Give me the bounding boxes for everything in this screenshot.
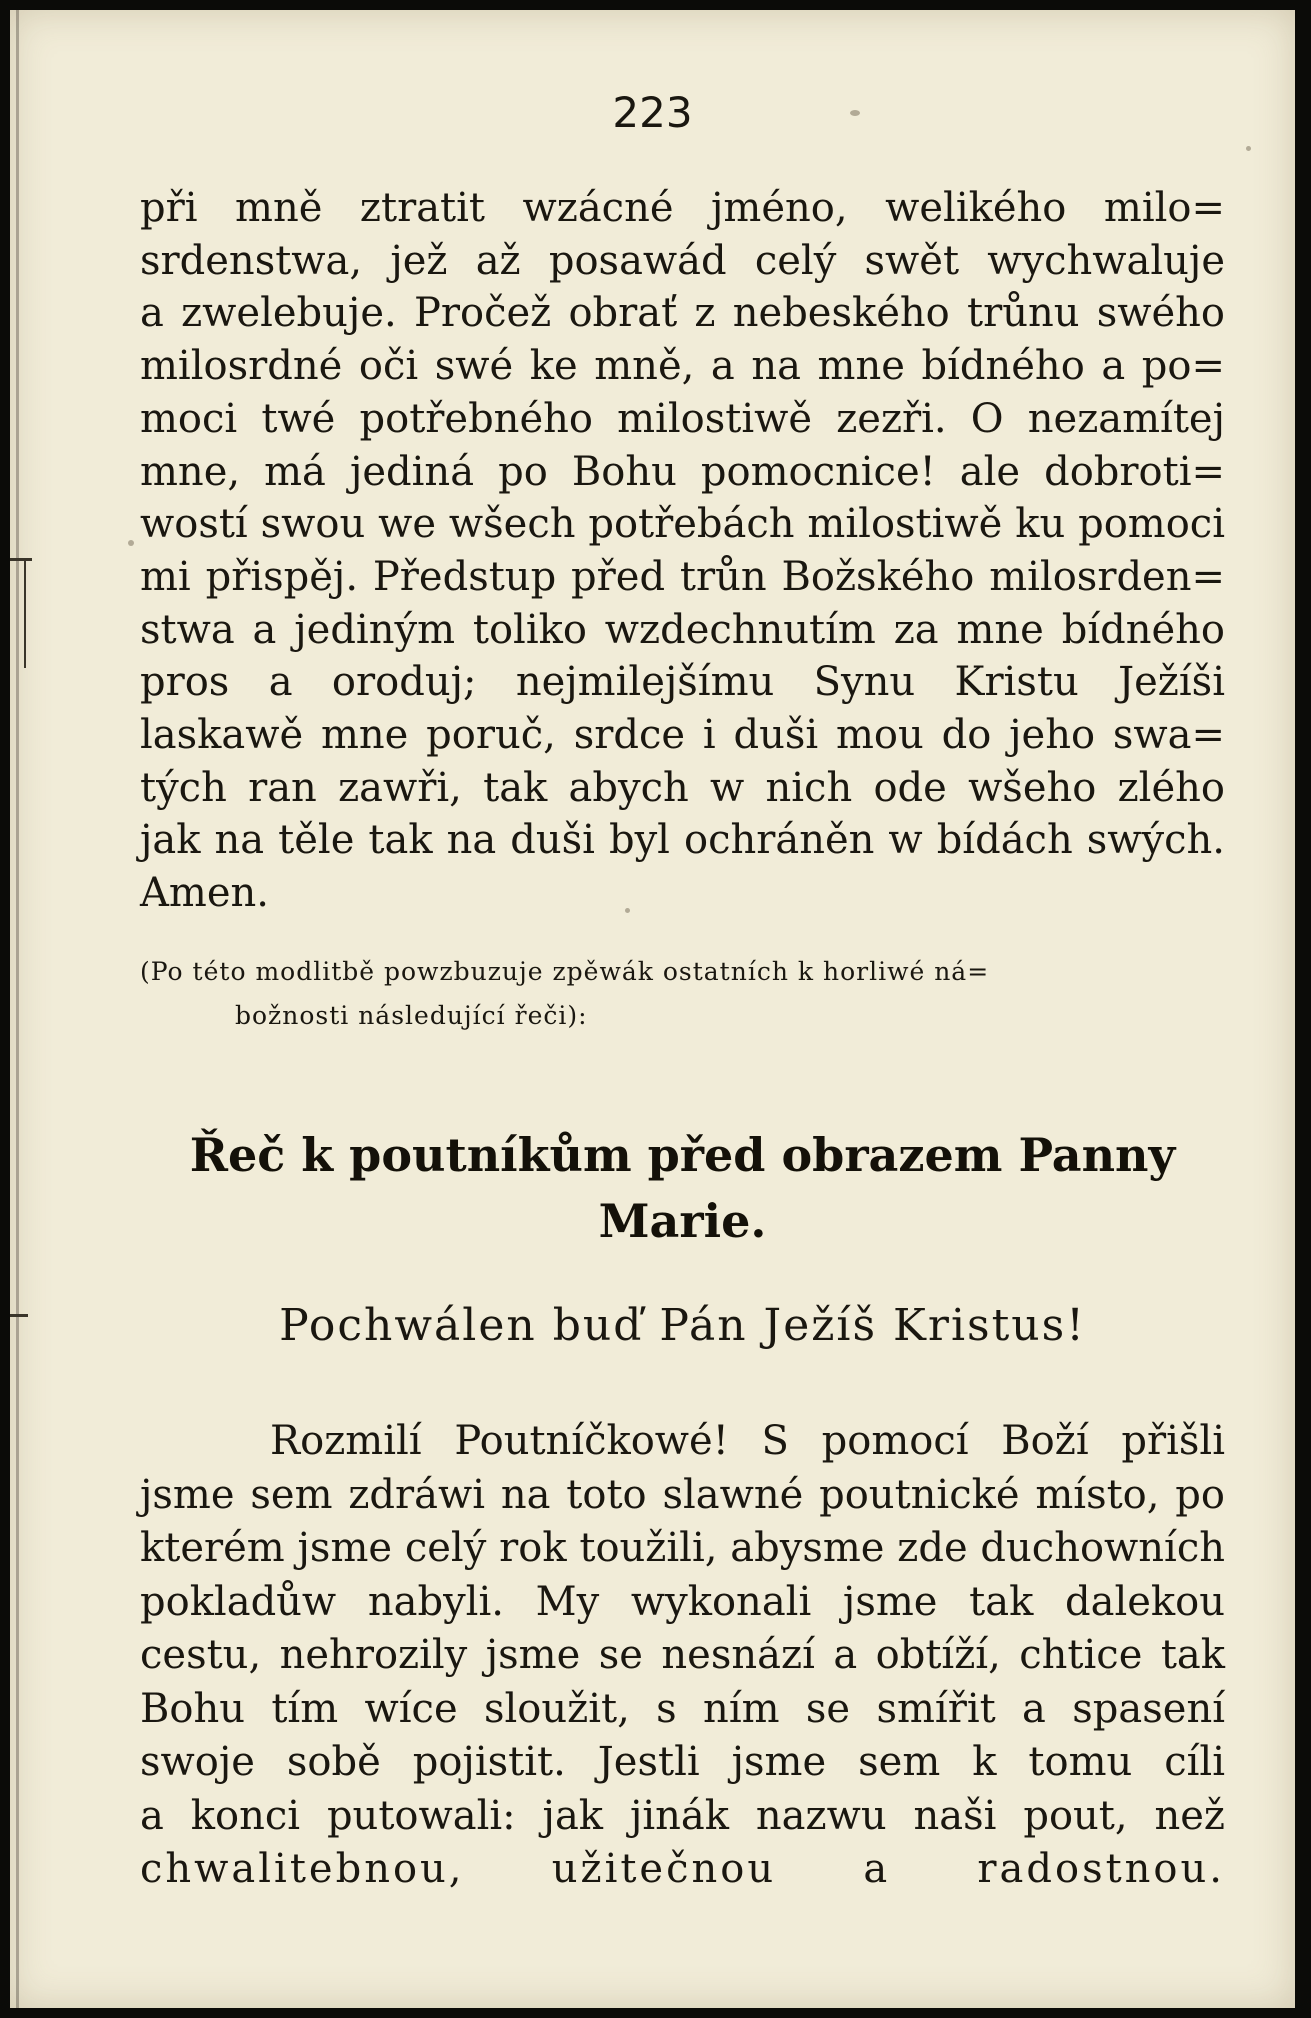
- text-line: cestu, nehrozily jsme se nesnází a obtíží, chtice tak: [140, 1632, 1225, 1678]
- text-line: božnosti následující řeči):: [235, 1001, 588, 1030]
- text-line: tých ran zawři, tak abych w nich ode wšeho zlého: [140, 764, 1225, 811]
- text-line: Bohu tím wíce sloužit, s ním se smířit a spasení: [140, 1685, 1225, 1732]
- margin-tick: [10, 558, 32, 561]
- text-line: při mně ztratit wzácné jméno, welikého milo=: [140, 185, 1225, 231]
- prayer-paragraph: [140, 182, 1225, 920]
- page-number: 223: [612, 88, 693, 137]
- text-line: Amen.: [140, 870, 269, 917]
- text-line: pokladůw nabyli. My wykonali jsme tak dalekou: [140, 1578, 1225, 1625]
- margin-rule: [16, 10, 19, 2008]
- heading-line: Řeč k poutníkům před obrazem Panny: [189, 1128, 1176, 1182]
- heading-line: Marie.: [598, 1194, 767, 1248]
- text-line: Rozmilí Poutníčkowé! S pomocí Boží přišli: [270, 1418, 1225, 1464]
- greeting-line: Pochwálen buď Pán Ježíš Kristus!: [279, 1300, 1086, 1351]
- text-line: moci twé potřebného milostiwě zezři. O nezamítej: [140, 395, 1225, 442]
- text-line: milosrdné oči swé ke mně, a na mne bídného a po=: [140, 343, 1225, 390]
- address-paragraph: [140, 1415, 1225, 1897]
- text-line: a zwelebuje. Pročež obrať z nebeského trůnu swého: [140, 290, 1225, 337]
- text-line: mne, má jediná po Bohu pomocnice! ale dobroti=: [140, 448, 1225, 495]
- book-page: [10, 10, 1295, 2008]
- text-line: srdenstwa, jež až posawád celý swět wychwaluje: [140, 237, 1225, 284]
- margin-tick: [10, 1314, 28, 1317]
- ink-spot: [1246, 146, 1251, 151]
- text-line: pros a oroduj; nejmilejšímu Synu Kristu Ježíši: [140, 659, 1225, 706]
- text-line: chwalitebnou, užitečnou a radostnou.: [140, 1846, 1225, 1892]
- text-line: stwa a jediným toliko wzdechnutím za mne bídného: [140, 606, 1225, 653]
- section-heading: [140, 1122, 1225, 1254]
- text-line: wostí swou we wšech potřebách milostiwě ku pomoci: [140, 501, 1225, 548]
- ink-spot: [128, 540, 134, 546]
- margin-rule-mark: [24, 558, 26, 668]
- rubric-note: [140, 950, 1225, 1038]
- text-line: kterém jsme celý rok toužili, abysme zde duchowních: [140, 1525, 1225, 1571]
- text-line: jsme sem zdráwi na toto slawné poutnické místo, po: [140, 1471, 1225, 1518]
- text-line: jak na těle tak na duši byl ochráněn w bídách swých.: [140, 817, 1225, 864]
- text-line: laskawě mne poruč, srdce i duši mou do jeho swa=: [140, 712, 1225, 759]
- text-line: mi přispěj. Předstup před trůn Božského milosrden=: [140, 553, 1225, 600]
- text-line: (Po této modlitbě powzbuzuje zpěwák ostatních k horliwé ná=: [140, 957, 990, 986]
- text-line: a konci putowali: jak jinák nazwu naši pout, než: [140, 1792, 1225, 1839]
- text-line: swoje sobě pojistit. Jestli jsme sem k tomu cíli: [140, 1739, 1225, 1785]
